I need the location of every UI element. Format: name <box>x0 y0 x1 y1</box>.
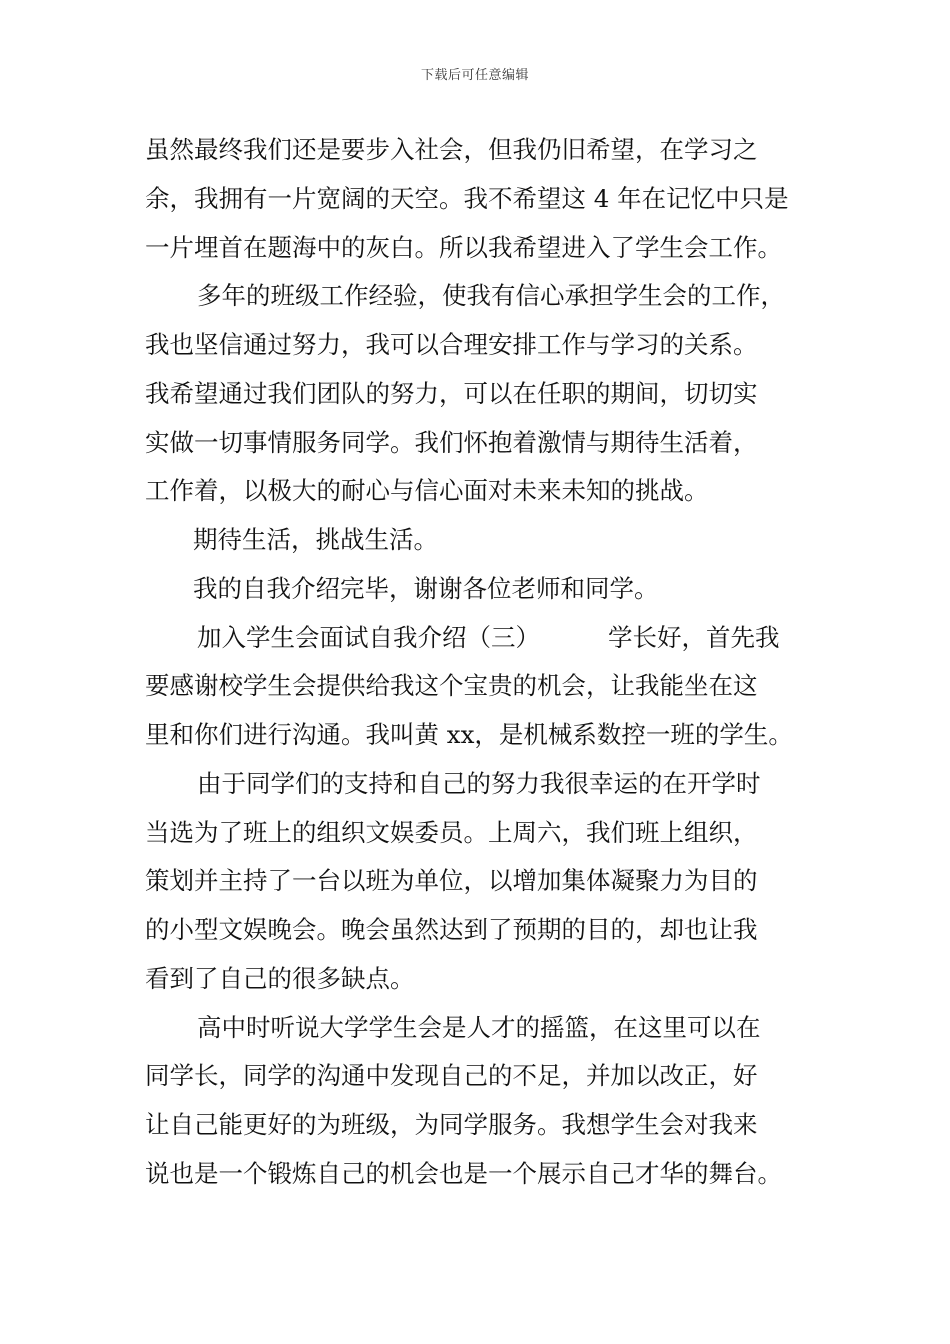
paragraph-start: 由于同学们的支持和自己的努力我很幸运的在开学时 <box>197 768 761 798</box>
page-header: 下载后可任意编辑 <box>420 68 529 83</box>
text-line: 实做一切事情服务同学。我们怀抱着激情与期待生活着， <box>145 427 758 457</box>
text-line: 工作着，以极大的耐心与信心面对未来未知的挑战。 <box>145 476 709 506</box>
text-line: 里和你们进行沟通。我叫黄 xx，是机械系数控一班的学生。 <box>145 720 793 749</box>
text-line: 同学长，同学的沟通中发现自己的不足，并加以改正，好 <box>145 1061 758 1091</box>
text-line: 余，我拥有一片宽阔的天空。我不希望这 4 年在记忆中只是 <box>145 183 789 213</box>
paragraph-start: 多年的班级工作经验，使我有信心承担学生会的工作， <box>197 281 785 311</box>
section-title: 加入学生会面试自我介绍（三） <box>197 622 540 652</box>
text-line: 我也坚信通过努力，我可以合理安排工作与学习的关系。 <box>145 330 758 359</box>
text-line: 策划并主持了一台以班为单位，以增加集体凝聚力为目的 <box>145 866 758 896</box>
text-line: 一片埋首在题海中的灰白。所以我希望进入了学生会工作。 <box>145 232 782 262</box>
document-body <box>145 126 825 1199</box>
text-line: 当选为了班上的组织文娱委员。上周六，我们班上组织， <box>145 817 758 847</box>
paragraph-start: 我的自我介绍完毕，谢谢各位老师和同学。 <box>193 573 659 603</box>
text-line: 说也是一个锻炼自己的机会也是一个展示自己才华的舞台。 <box>145 1158 782 1188</box>
section-title-line <box>145 614 825 663</box>
text-line: 让自己能更好的为班级，为同学服务。我想学生会对我来 <box>145 1110 758 1139</box>
text-line: 看到了自己的很多缺点。 <box>145 963 415 993</box>
paragraph-start: 高中时听说大学学生会是人才的摇篮，在这里可以在 <box>197 1012 761 1042</box>
text-line: 我希望通过我们团队的努力，可以在任职的期间，切切实 <box>145 378 758 408</box>
text-line: 的小型文娱晚会。晚会虽然达到了预期的目的，却也让我 <box>145 915 758 944</box>
paragraph-start: 期待生活，挑战生活。 <box>193 525 438 554</box>
text-line: 虽然最终我们还是要步入社会，但我仍旧希望，在学习之 <box>145 135 758 164</box>
text-fragment: 学长好，首先我 <box>608 622 780 652</box>
text-line: 要感谢校学生会提供给我这个宝贵的机会，让我能坐在这 <box>145 671 758 701</box>
